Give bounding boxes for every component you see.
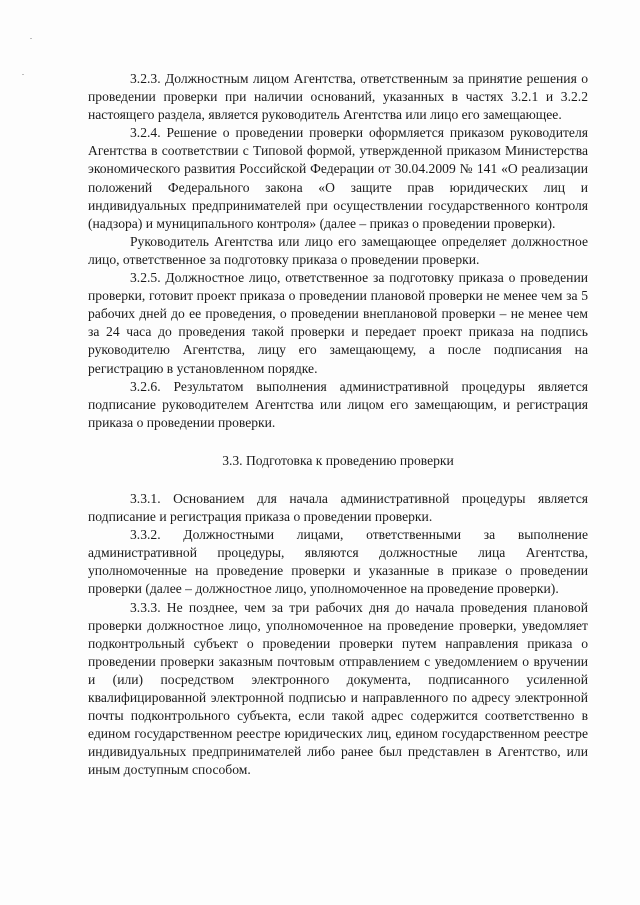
paragraph-responsible-person: Руководитель Агентства или лицо его замещающее определяет должностное лицо, ответственное за подготовку приказа о проведении проверки. bbox=[88, 233, 588, 267]
paragraph-3-2-6: 3.2.6. Результатом выполнения административной процедуры является подписание руководителем Агентства или лицом его замещающим, и регистрация приказа о проведении проверки. bbox=[88, 378, 588, 430]
paragraph-3-3-1: 3.3.1. Основанием для начала административной процедуры является подписание и регистрация приказа о проведении проверки. bbox=[88, 490, 588, 525]
paragraph-3-3-3: 3.3.3. Не позднее, чем за три рабочих дня до начала проведения плановой проверки должностное лицо, уполномоченное на проведение проверки, уведомляет подконтрольный субъект о проведении проверки путем направления приказа о проведении проверки заказным почтовым отправлением с уведомлением о вручении и (или) посредством электронного документа, подписанного усиленной квалифицированной электронной подписью и направленного по адресу электронной почты подконтрольного субъекта, если такой адрес содержится соответственно в едином государственном реестре юридических лиц, едином государственном реестре индивидуальных предпринимателей либо ранее был представлен в Агентство, или иным доступным способом. bbox=[88, 599, 588, 778]
paragraph-3-3-2: 3.3.2. Должностными лицами, ответственными за выполнение административной процедуры, являются должностные лица Агентства, уполномоченные на проведение проверки и указанные в приказе о проведении проверки (далее – должностное лицо, уполномоченное на проведение проверки). bbox=[88, 527, 588, 597]
paragraph-3-2-4: 3.2.4. Решение о проведении проверки оформляется приказом руководителя Агентства в соответствии с Типовой формой, утвержденной приказом Министерства экономического развития Российской Федерации от 30.04.2009 № 141 «О реализации положений Федерального закона «О защите прав юридических лиц и индивидуальных предпринимателей при осуществлении государственного контроля (надзора) и муниципального контроля» (далее – приказ о проведении проверки). bbox=[88, 125, 588, 231]
section-heading: 3.3. Подготовка к проведению проверки bbox=[222, 452, 454, 468]
scan-speck bbox=[22, 74, 24, 75]
document-body bbox=[88, 70, 588, 779]
paragraph-3-2-5: 3.2.5. Должностное лицо, ответственное за подготовку приказа о проведении проверки, готовит проект приказа о проведении плановой проверки не менее чем за 5 рабочих дней до ее проведения, о проведении внеплановой проверки – не менее чем за 24 часа до проведения такой проверки и передает проект приказа на подпись руководителю Агентства, лицу его замещающему, а после подписания на регистрацию в установленном порядке. bbox=[88, 270, 588, 376]
paragraph-3-2-3: 3.2.3. Должностным лицом Агентства, ответственным за принятие решения о проведении проверки при наличии оснований, указанных в частях 3.2.1 и 3.2.2 настоящего раздела, является руководитель Агентства или лицо его замещающее. bbox=[88, 71, 588, 123]
scan-speck bbox=[30, 38, 32, 39]
